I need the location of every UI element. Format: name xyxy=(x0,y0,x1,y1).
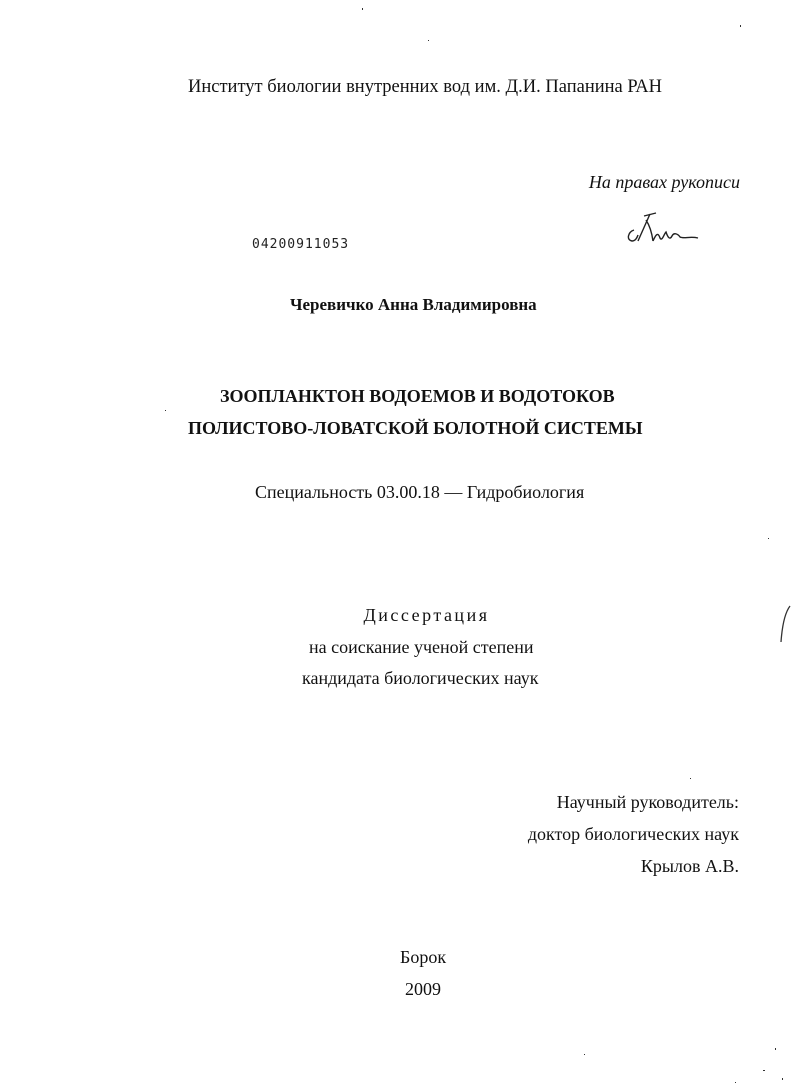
supervisor-degree: доктор биологических наук xyxy=(527,824,739,844)
city: Борок xyxy=(400,947,447,967)
document-code: 04200911053 xyxy=(252,237,350,252)
institute-name: Институт биологии внутренних вод им. Д.И. Папанина РАН xyxy=(188,77,662,97)
scan-dot xyxy=(428,40,429,41)
scan-dot xyxy=(362,8,363,10)
scan-dot xyxy=(584,1054,585,1055)
scan-dot xyxy=(782,1078,783,1080)
scan-dot xyxy=(768,538,769,539)
specialty: Специальность 03.00.18 — Гидробиология xyxy=(255,482,585,502)
degree-line-2: кандидата биологических наук xyxy=(302,668,539,688)
scan-dot xyxy=(165,410,166,411)
author-name: Черевичко Анна Владимировна xyxy=(290,295,537,314)
document-type: Диссертация xyxy=(363,605,490,625)
scan-dot xyxy=(763,1070,765,1071)
supervisor-name: Крылов А.В. xyxy=(640,856,739,876)
manuscript-rights-note: На правах рукописи xyxy=(588,172,740,192)
dissertation-title-line-2: ПОЛИСТОВО-ЛОВАТСКОЙ БОЛОТНОЙ СИСТЕМЫ xyxy=(188,418,643,438)
supervisor-label: Научный руководитель: xyxy=(556,792,739,812)
scan-dot xyxy=(775,1048,776,1050)
handwritten-signature xyxy=(620,208,704,250)
scan-dot xyxy=(690,778,691,779)
scan-mark-bracket xyxy=(778,604,792,644)
degree-line-1: на соискание ученой степени xyxy=(309,637,534,657)
scan-dot xyxy=(735,1082,736,1083)
dissertation-title-line-1: ЗООПЛАНКТОН ВОДОЕМОВ И ВОДОТОКОВ xyxy=(220,386,615,406)
scan-dot xyxy=(740,25,741,27)
year: 2009 xyxy=(405,979,441,999)
